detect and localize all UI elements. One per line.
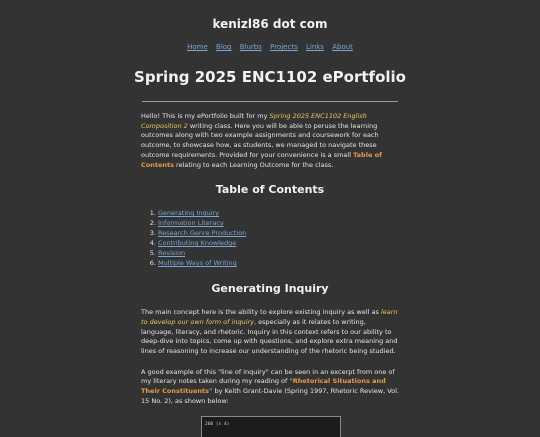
nav-link-home[interactable]: Home [187, 43, 208, 51]
nav-link-blurbs[interactable]: Blurbs [239, 43, 262, 51]
generating-inquiry-heading: Generating Inquiry [211, 282, 329, 296]
intro-paragraph [141, 112, 399, 170]
toc-list [141, 208, 399, 268]
toc-link-generating-inquiry[interactable]: Generating Inquiry [158, 209, 220, 218]
main-content [141, 112, 399, 437]
source-title: "Rhetorical Situations and Their Constituents" [141, 377, 386, 396]
nav-link-blog[interactable]: Blog [216, 43, 232, 51]
toc-link-research-genre-production[interactable]: Research Genre Production [158, 229, 247, 238]
toc-link-revision[interactable]: Revision [158, 249, 186, 258]
toc-link-multiple-ways-of-writing[interactable]: Multiple Ways of Writing [158, 259, 237, 268]
main-nav [0, 42, 540, 52]
intro-text: relating to each Learning Outcome for the class. [173, 160, 334, 169]
emphasis-text: learn to develop our own form of inquiry [141, 308, 398, 326]
paragraph-text: , especially as it relates to writing, language, literacy, and rhetoric. Inquiry in this context refers to our ability to deep-dive into topics, come up with questions, and explore extra meaning and lines of reasoning to increase our understanding of the rhetoric being studied. [141, 317, 398, 356]
toc-link[interactable]: Table of Contents [141, 150, 382, 169]
intro-text: writing class. Here you will be able to peruse the learning outcomes along with two example assignments and coursework for each outcome, to showcase how, as students, we managed to navigate these outcome requirements. Provided for your convenience is a small [141, 121, 379, 159]
toc-item [158, 258, 399, 268]
toc-item [158, 228, 399, 238]
page-title: Spring 2025 ENC1102 ePortfolio [134, 68, 406, 86]
paragraph-text: The main concept here is the ability to explore existing inquiry as well as [141, 308, 381, 317]
generating-inquiry-paragraph-2 [141, 368, 399, 407]
notes-excerpt-image [201, 416, 341, 437]
course-name: Spring 2025 ENC1102 English Composition 2 [141, 112, 367, 130]
nav-link-links[interactable]: Links [305, 43, 324, 51]
toc-item [158, 248, 399, 258]
toc-link-contributing-knowledge[interactable]: Contributing Knowledge [158, 239, 237, 248]
notes-excerpt-caption: 260 (s 4) [205, 421, 230, 427]
toc-link-information-literacy[interactable]: Information Literacy [158, 219, 224, 228]
toc-item [158, 208, 399, 218]
toc-item [158, 238, 399, 248]
nav-link-projects[interactable]: Projects [270, 43, 298, 51]
site-title: kenizl86 dot com [212, 17, 328, 31]
intro-text: Hello! This is my ePortfolio built for my [141, 112, 270, 120]
toc-heading: Table of Contents [215, 183, 325, 197]
toc-item [158, 218, 399, 228]
title-divider [142, 101, 398, 102]
generating-inquiry-paragraph-1 [141, 308, 399, 357]
nav-link-about[interactable]: About [332, 43, 353, 51]
paragraph-text: A good example of this "line of inquiry" can be seen in an excerpt from one of my literary notes taken during my reading of [141, 367, 395, 386]
paragraph-text: by Keith Grant-Davie (Spring 1997, Rhetoric Review, Vol. 15 No. 2), as shown below: [141, 387, 400, 405]
